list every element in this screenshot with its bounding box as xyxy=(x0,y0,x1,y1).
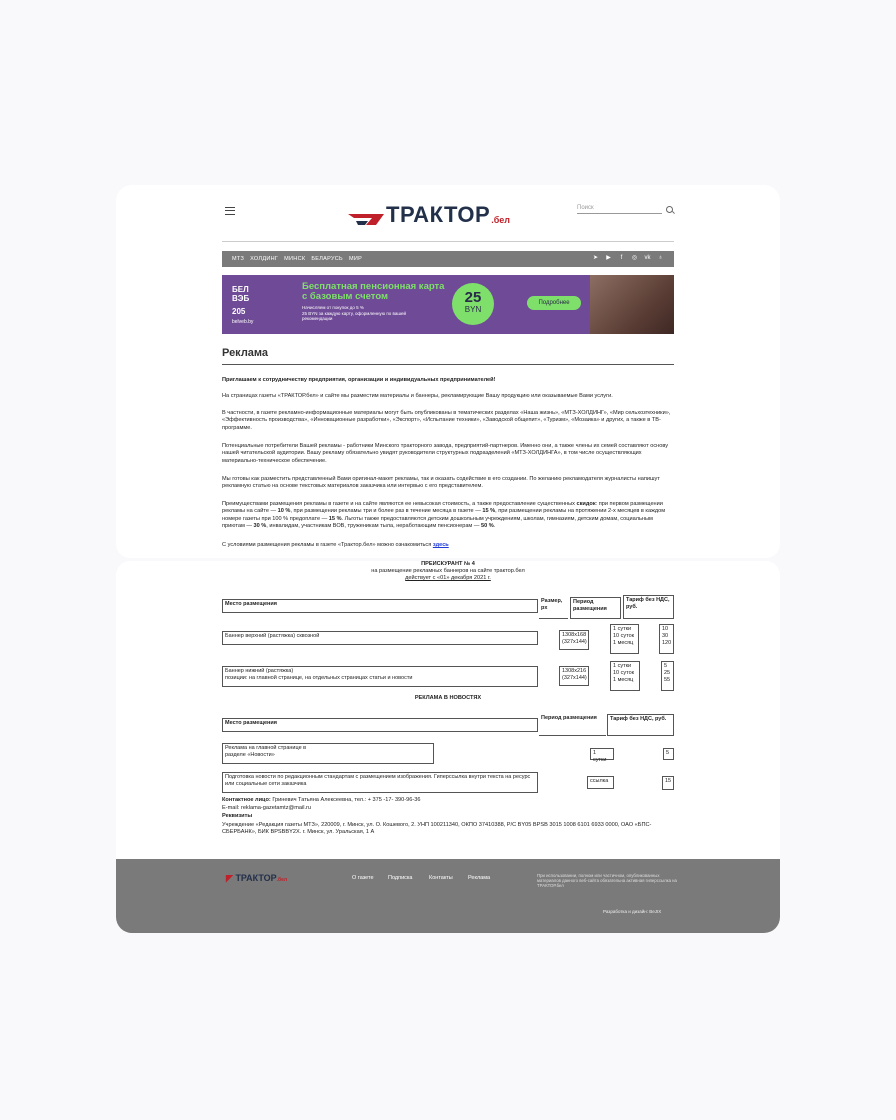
pricelist-valid: действует с «01» декабря 2021 г. xyxy=(405,575,491,581)
footer-logo[interactable]: ◤ ТРАКТОР.бел xyxy=(226,873,288,883)
table-row-period: 1 сутки 10 суток 1 месяц xyxy=(610,624,639,654)
paragraph-terms: С условиями размещения рекламы в газете «Трактор.бел» можно ознакомиться здесь xyxy=(222,542,449,548)
pricelist-title: ПРЕЙСКУРАНТ № 4 xyxy=(421,561,475,567)
logo-text: ТРАКТОР xyxy=(386,202,491,227)
banner-photo xyxy=(590,275,674,334)
logo-emblem-icon xyxy=(346,211,386,227)
nav-item-mtz[interactable]: МТЗ xyxy=(232,256,245,262)
paragraph-4: Мы готовы как разместить представленный Вами оригинал-макет рекламы, так и оказать содействие в его создании. По желанию рекламодателя журналисты напишут рекламную статью на основе текстовых материалов заказчика или интервью с его представителем. xyxy=(222,476,660,490)
terms-link[interactable]: здесь xyxy=(432,542,449,548)
table-header-size: Размер, px xyxy=(539,597,568,619)
ad-banner[interactable] xyxy=(222,275,674,334)
ok-icon[interactable]: ♁ xyxy=(658,255,663,261)
news-header-place: Место размещения xyxy=(222,718,538,732)
title-divider xyxy=(222,364,674,365)
table-row-size: 1308х168 (327х144) xyxy=(559,630,589,650)
banner-amount-badge xyxy=(452,283,494,325)
youtube-icon[interactable]: ▶ xyxy=(606,255,611,261)
table-row-size: 1308х216 (327х144) xyxy=(559,666,589,686)
banner-site: belveb.by xyxy=(232,319,254,325)
news-row-price: 15 xyxy=(662,776,674,790)
table-row-price: 10 30 120 xyxy=(659,624,674,654)
news-header-price: Тариф без НДС, руб. xyxy=(607,714,674,736)
banner-line-1: Начисляем от покупок до 5 % xyxy=(302,305,364,310)
instagram-icon[interactable]: ◎ xyxy=(631,255,638,261)
social-links xyxy=(592,255,664,262)
content-card-bottom xyxy=(116,561,780,933)
banner-short-number: 205 xyxy=(232,307,246,316)
nav-item-world[interactable]: МИР xyxy=(348,256,363,262)
news-row-place: Подготовка новости по редакционным стандартам с размещением изображения. Гиперссылка внутри текста на ресурс или социальные сети заказчика xyxy=(222,772,538,793)
pricelist-subtitle: на размещение рекламных баннеров на сайте трактор.бел xyxy=(371,568,525,574)
logo-suffix: .бел xyxy=(491,215,511,225)
site-logo[interactable] xyxy=(346,203,510,227)
paragraph-discounts: Преимуществами размещения рекламы в газете и на сайте являются ее невысокая стоимость, а также предоставление существенных скидок: при первом размещении рекламы на сайте — 10 %, при размещении рекламы три и более раз в течение месяца в газете — 15 %, при размещении рекламы на протяжении 2-х месяцев в каждом номере газеты при 100 % предоплате — 15 %. Льготы также предоставляются детским дошкольным учреждениям, школам, гимназиям, детским домам, социальным приютам — 30 %, инвалидам, участникам ВОВ, труженикам тыла, неработающим пенсионерам — 50 %. xyxy=(222,501,666,529)
nav-item-minsk[interactable]: МИНСК xyxy=(284,256,306,262)
intro-heading: Приглашаем к сотрудничеству предприятия, организации и индивидуальных предпринимателей! xyxy=(222,377,496,383)
footer-link-subscribe[interactable]: Подписка xyxy=(388,875,413,881)
requisites-heading: Реквизиты xyxy=(222,813,253,819)
header-divider xyxy=(222,241,674,242)
banner-more-button[interactable]: Подробнее xyxy=(527,296,581,310)
hamburger-menu-icon[interactable] xyxy=(225,207,235,215)
nav-item-belarus[interactable]: БЕЛАРУСЬ xyxy=(311,256,343,262)
banner-amount: 25 xyxy=(464,289,482,306)
paragraph-2: В частности, в газете рекламно-информационные материалы могут быть опубликованы в тематических разделах «Наша жизнь», «МТЗ-ХОЛДИНГ», «Мир сельхозтехники», «Эффективность производства», «Инновационные разработки», «Экспорт», «Испытание техники», «Заводской общепит», «Туризм», «Мозаика» и других, а также в ТВ-программе. xyxy=(222,410,671,431)
contact-email: E-mail: reklama-gazetamtz@mail.ru xyxy=(222,805,311,811)
paragraph-3: Потенциальные потребители Вашей рекламы - работники Минского тракторного завода, предприятий-партнеров. Именно они, а также члены их семей составляют основу нашей читательской аудитории. Вашу рекламу обязательно увидят руководители структурных подразделений «МТЗ-ХОЛДИНГА», в том числе осуществляющих материально-техническое обеспечение. xyxy=(222,443,669,464)
table-row-place: Баннер верхний (растяжка) сквозной xyxy=(222,631,538,645)
telegram-icon[interactable]: ➤ xyxy=(592,255,599,261)
footer-link-about[interactable]: О газете xyxy=(352,875,374,881)
search-icon[interactable] xyxy=(666,206,673,213)
vk-icon[interactable]: vk xyxy=(644,255,651,261)
table-header-period: Период размещения xyxy=(570,597,621,619)
main-nav xyxy=(222,251,674,267)
footer-link-contacts[interactable]: Контакты xyxy=(429,875,453,881)
nav-item-holding[interactable]: ХОЛДИНГ xyxy=(250,256,279,262)
paragraph-1: На страницах газеты «ТРАКТОР.бел» и сайте мы разместим материалы и баннеры, рекламирующие Вашу продукцию или оказываемые Вами услуги. xyxy=(222,393,613,399)
page-title: Реклама xyxy=(222,347,269,359)
table-header-price: Тариф без НДС, руб. xyxy=(623,595,674,619)
requisites-text: Учреждение «Редакция газеты МТЗ», 220009, г. Минск, ул. О. Кошевого, 2. УНП 100211340, ОКПО 37410388, Р/С BY05 BPSB 3015 1008 6101 6933 0000, ОАО «БПС-СБЕРБАНК», БИК BPSBBY2X. г. Минск, ул. Уральская, 1 А xyxy=(222,822,652,836)
table-row-period: 1 сутки 10 суток 1 месяц xyxy=(610,661,640,691)
table-row-place: Баннер нижний (растяжка) позиции: на главной странице, на отдельных страницах статьи и новости xyxy=(222,666,538,687)
news-row-period: ссылка xyxy=(587,776,614,789)
news-header-period: Период размещения xyxy=(539,714,606,736)
footer-developer[interactable]: Разработка и дизайн: BeJIX xyxy=(603,909,662,914)
banner-line-2: 25 BYN за каждую карту, оформленную по вашей рекомендации xyxy=(302,310,406,321)
banner-brand: БЕЛ ВЭБ xyxy=(232,285,250,303)
news-row-price: 5 xyxy=(663,748,674,760)
footer-link-ads[interactable]: Реклама xyxy=(468,875,491,881)
news-row-period: 1 сутки xyxy=(590,748,614,760)
banner-line xyxy=(302,305,412,322)
facebook-icon[interactable]: f xyxy=(620,255,623,261)
banner-currency: BYN xyxy=(464,305,482,314)
site-footer xyxy=(116,859,780,933)
news-section-title: РЕКЛАМА В НОВОСТЯХ xyxy=(414,695,482,701)
content-card-top xyxy=(116,185,780,558)
search-input[interactable]: Поиск xyxy=(577,205,662,214)
news-row-place: Реклама на главной странице в разделе «Новости» xyxy=(222,743,434,764)
footer-copyright-note: При использовании, полном или частичном, опубликованных материалов данного веб-сайта обязательна активная гиперссылка на ТРАКТОР.бел xyxy=(537,873,677,889)
table-header-place: Место размещения xyxy=(222,599,538,613)
banner-title: Бесплатная пенсионная карта с базовым счетом xyxy=(302,281,445,302)
table-row-price: 5 25 55 xyxy=(661,661,674,691)
contact-person: Контактное лицо: Гриневич Татьяна Алексеевна, тел.: + 375 -17- 390-96-36 xyxy=(222,797,421,803)
